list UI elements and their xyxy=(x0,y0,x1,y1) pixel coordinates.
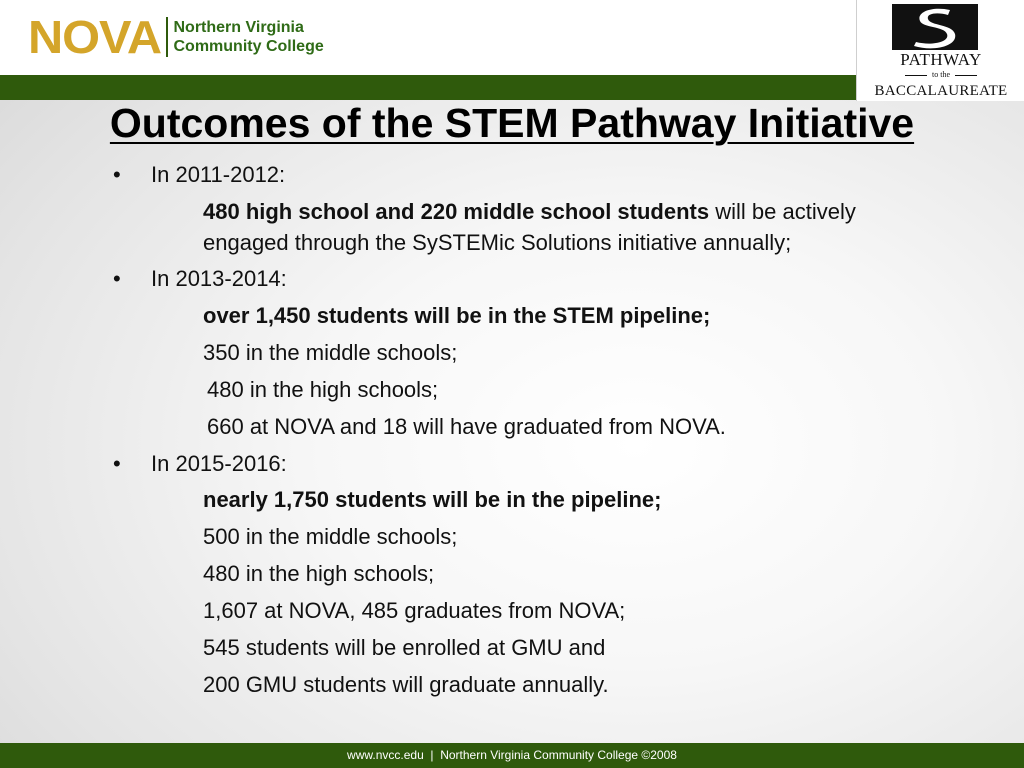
section-lead-bold: 480 high school and 220 middle school students xyxy=(203,199,710,224)
footer-text: www.nvcc.edu | Northern Virginia Community College ©2008 xyxy=(347,748,677,762)
list-item: 480 in the high schools; xyxy=(207,377,439,402)
list-item: 545 students will be enrolled at GMU and xyxy=(203,635,606,660)
list-item: 480 in the high schools; xyxy=(203,561,435,586)
pathway-logo-line2: to the xyxy=(932,70,950,79)
section-lead-rest: will be actively xyxy=(709,199,856,224)
list-item: 350 in the middle schools; xyxy=(203,340,458,365)
list-item: 200 GMU students will graduate annually. xyxy=(203,672,609,697)
slide-title: Outcomes of the STEM Pathway Initiative xyxy=(109,100,915,146)
bullet-marker: • xyxy=(113,162,121,187)
section-heading: In 2015-2016: xyxy=(151,451,287,476)
list-item: 1,607 at NOVA, 485 graduates from NOVA; xyxy=(203,598,626,623)
nova-logo-line2: Community College xyxy=(173,38,324,55)
section-lead-bold: over 1,450 students will be in the STEM pipeline; xyxy=(203,303,711,328)
bullet-marker: • xyxy=(113,266,121,291)
nova-logo-line1: Northern Virginia xyxy=(173,19,304,36)
footer-bar xyxy=(0,743,1024,768)
bullet-marker: • xyxy=(113,451,121,476)
list-item: 660 at NOVA and 18 will have graduated from NOVA. xyxy=(207,414,726,439)
section-lead-bold: nearly 1,750 students will be in the pipeline; xyxy=(203,487,662,512)
pathway-logo-line1: PATHWAY xyxy=(900,50,982,69)
section-lead-continued: engaged through the SySTEMic Solutions initiative annually; xyxy=(203,230,792,255)
list-item: 500 in the middle schools; xyxy=(203,524,458,549)
section-heading: In 2011-2012: xyxy=(151,162,286,187)
pathway-logo-line3: BACCALAUREATE xyxy=(874,83,1008,99)
section-lead xyxy=(203,199,856,225)
section-heading: In 2013-2014: xyxy=(151,266,287,291)
nova-logo-word: NOVA xyxy=(28,11,162,63)
